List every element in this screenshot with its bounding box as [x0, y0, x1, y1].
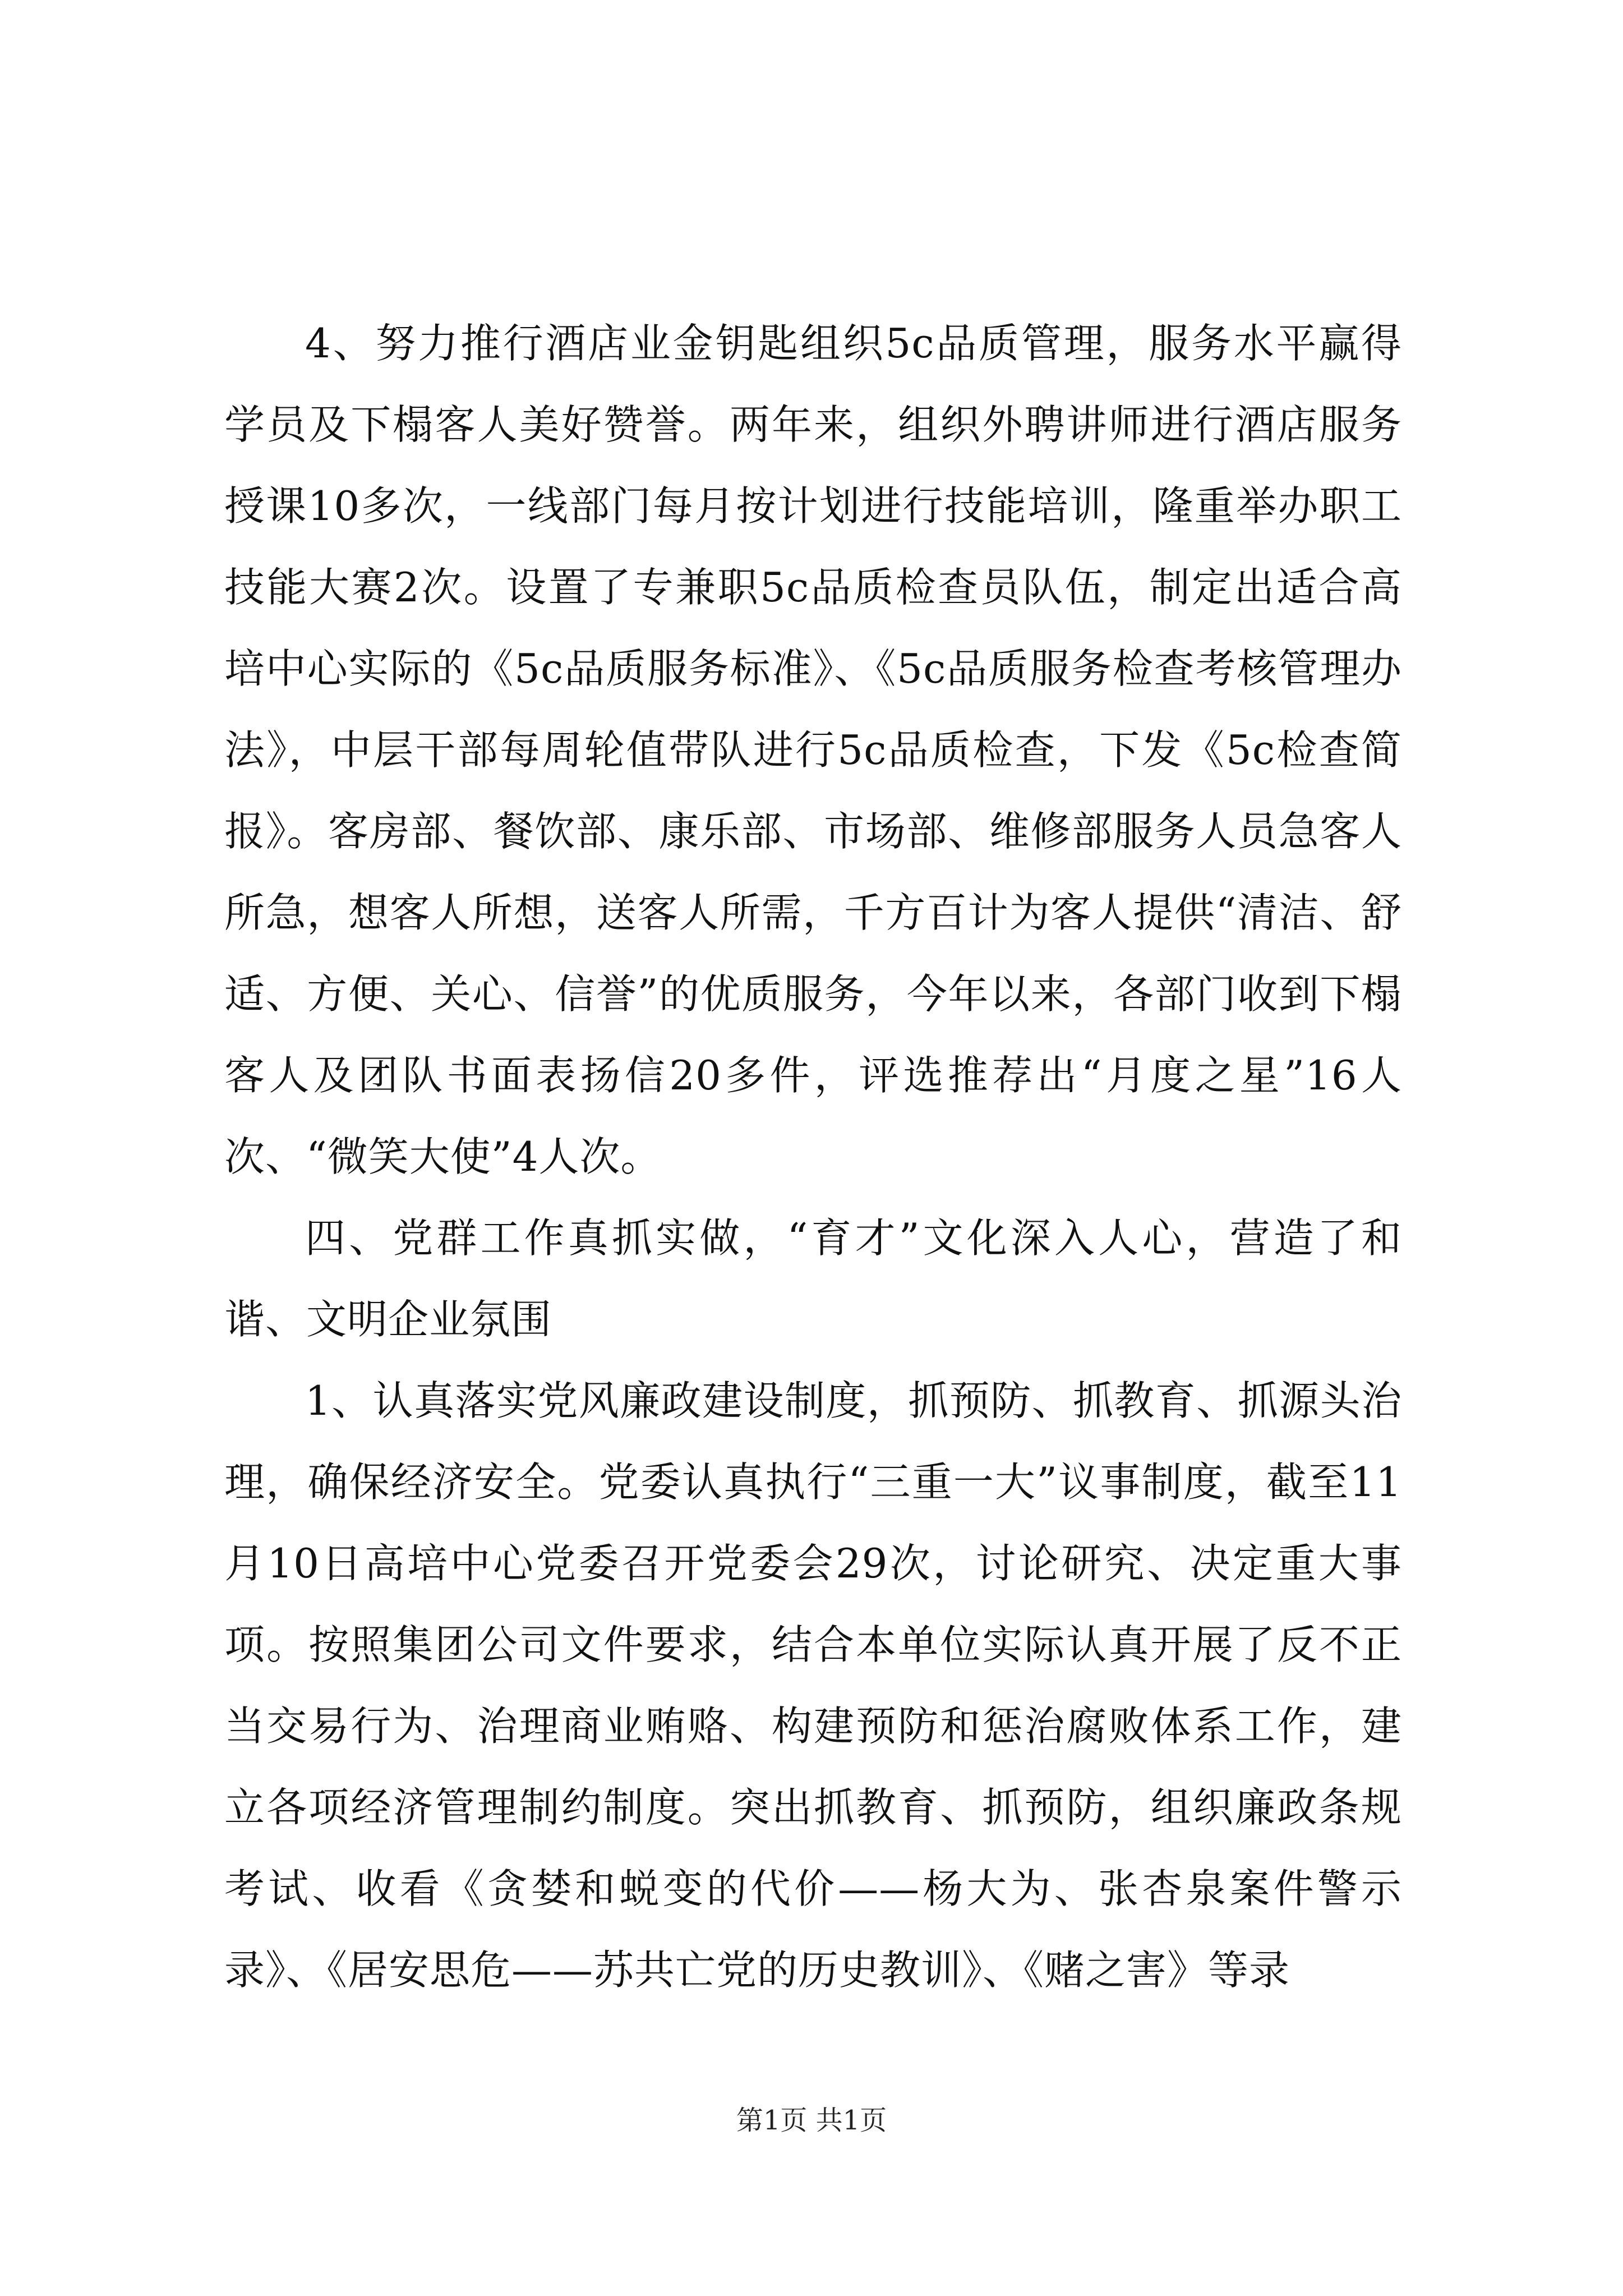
- document-body: [224, 303, 1402, 2011]
- page-footer: 第1页 共1页: [736, 2105, 887, 2136]
- paragraph-integrity-building: 1、认真落实党风廉政建设制度，抓预防、抓教育、抓源头治理，确保经济安全。党委认真执行“三重一大”议事制度，截至11月10日高培中心党委召开党委会29次，讨论研究、决定重大事项。按照集团公司文件要求，结合本单位实际认真开展了反不正当交易行为、治理商业贿赂、构建预防和惩治腐败体系工作，建立各项经济管理制约制度。突出抓教育、抓预防，组织廉政条规考试、收看《贪婪和蜕变的代价——杨大为、张杏泉案件警示录》、《居安思危——苏共亡党的历史教训》、《赌之害》等录: [224, 1377, 1402, 1994]
- section-heading-party-work: 四、党群工作真抓实做，“育才”文化深入人心，营造了和谐、文明企业氛围: [224, 1214, 1402, 1343]
- paragraph-service-quality: 4、努力推行酒店业金钥匙组织5c品质管理，服务水平赢得学员及下榻客人美好赞誉。两年来，组织外聘讲师进行酒店服务授课10多次，一线部门每月按计划进行技能培训，隆重举办职工技能大赛2次。设置了专兼职5c品质检查员队伍，制定出适合高培中心实际的《5c品质服务标准》、《5c品质服务检查考核管理办法》，中层干部每周轮值带队进行5c品质检查，下发《5c检查简报》。客房部、餐饮部、康乐部、市场部、维修部服务人员急客人所急，想客人所想，送客人所需，千方百计为客人提供“清洁、舒适、方便、关心、信誉”的优质服务，今年以来，各部门收到下榻客人及团队书面表扬信20多件，评选推荐出“月度之星”16人次、“微笑大使”4人次。: [224, 320, 1402, 1180]
